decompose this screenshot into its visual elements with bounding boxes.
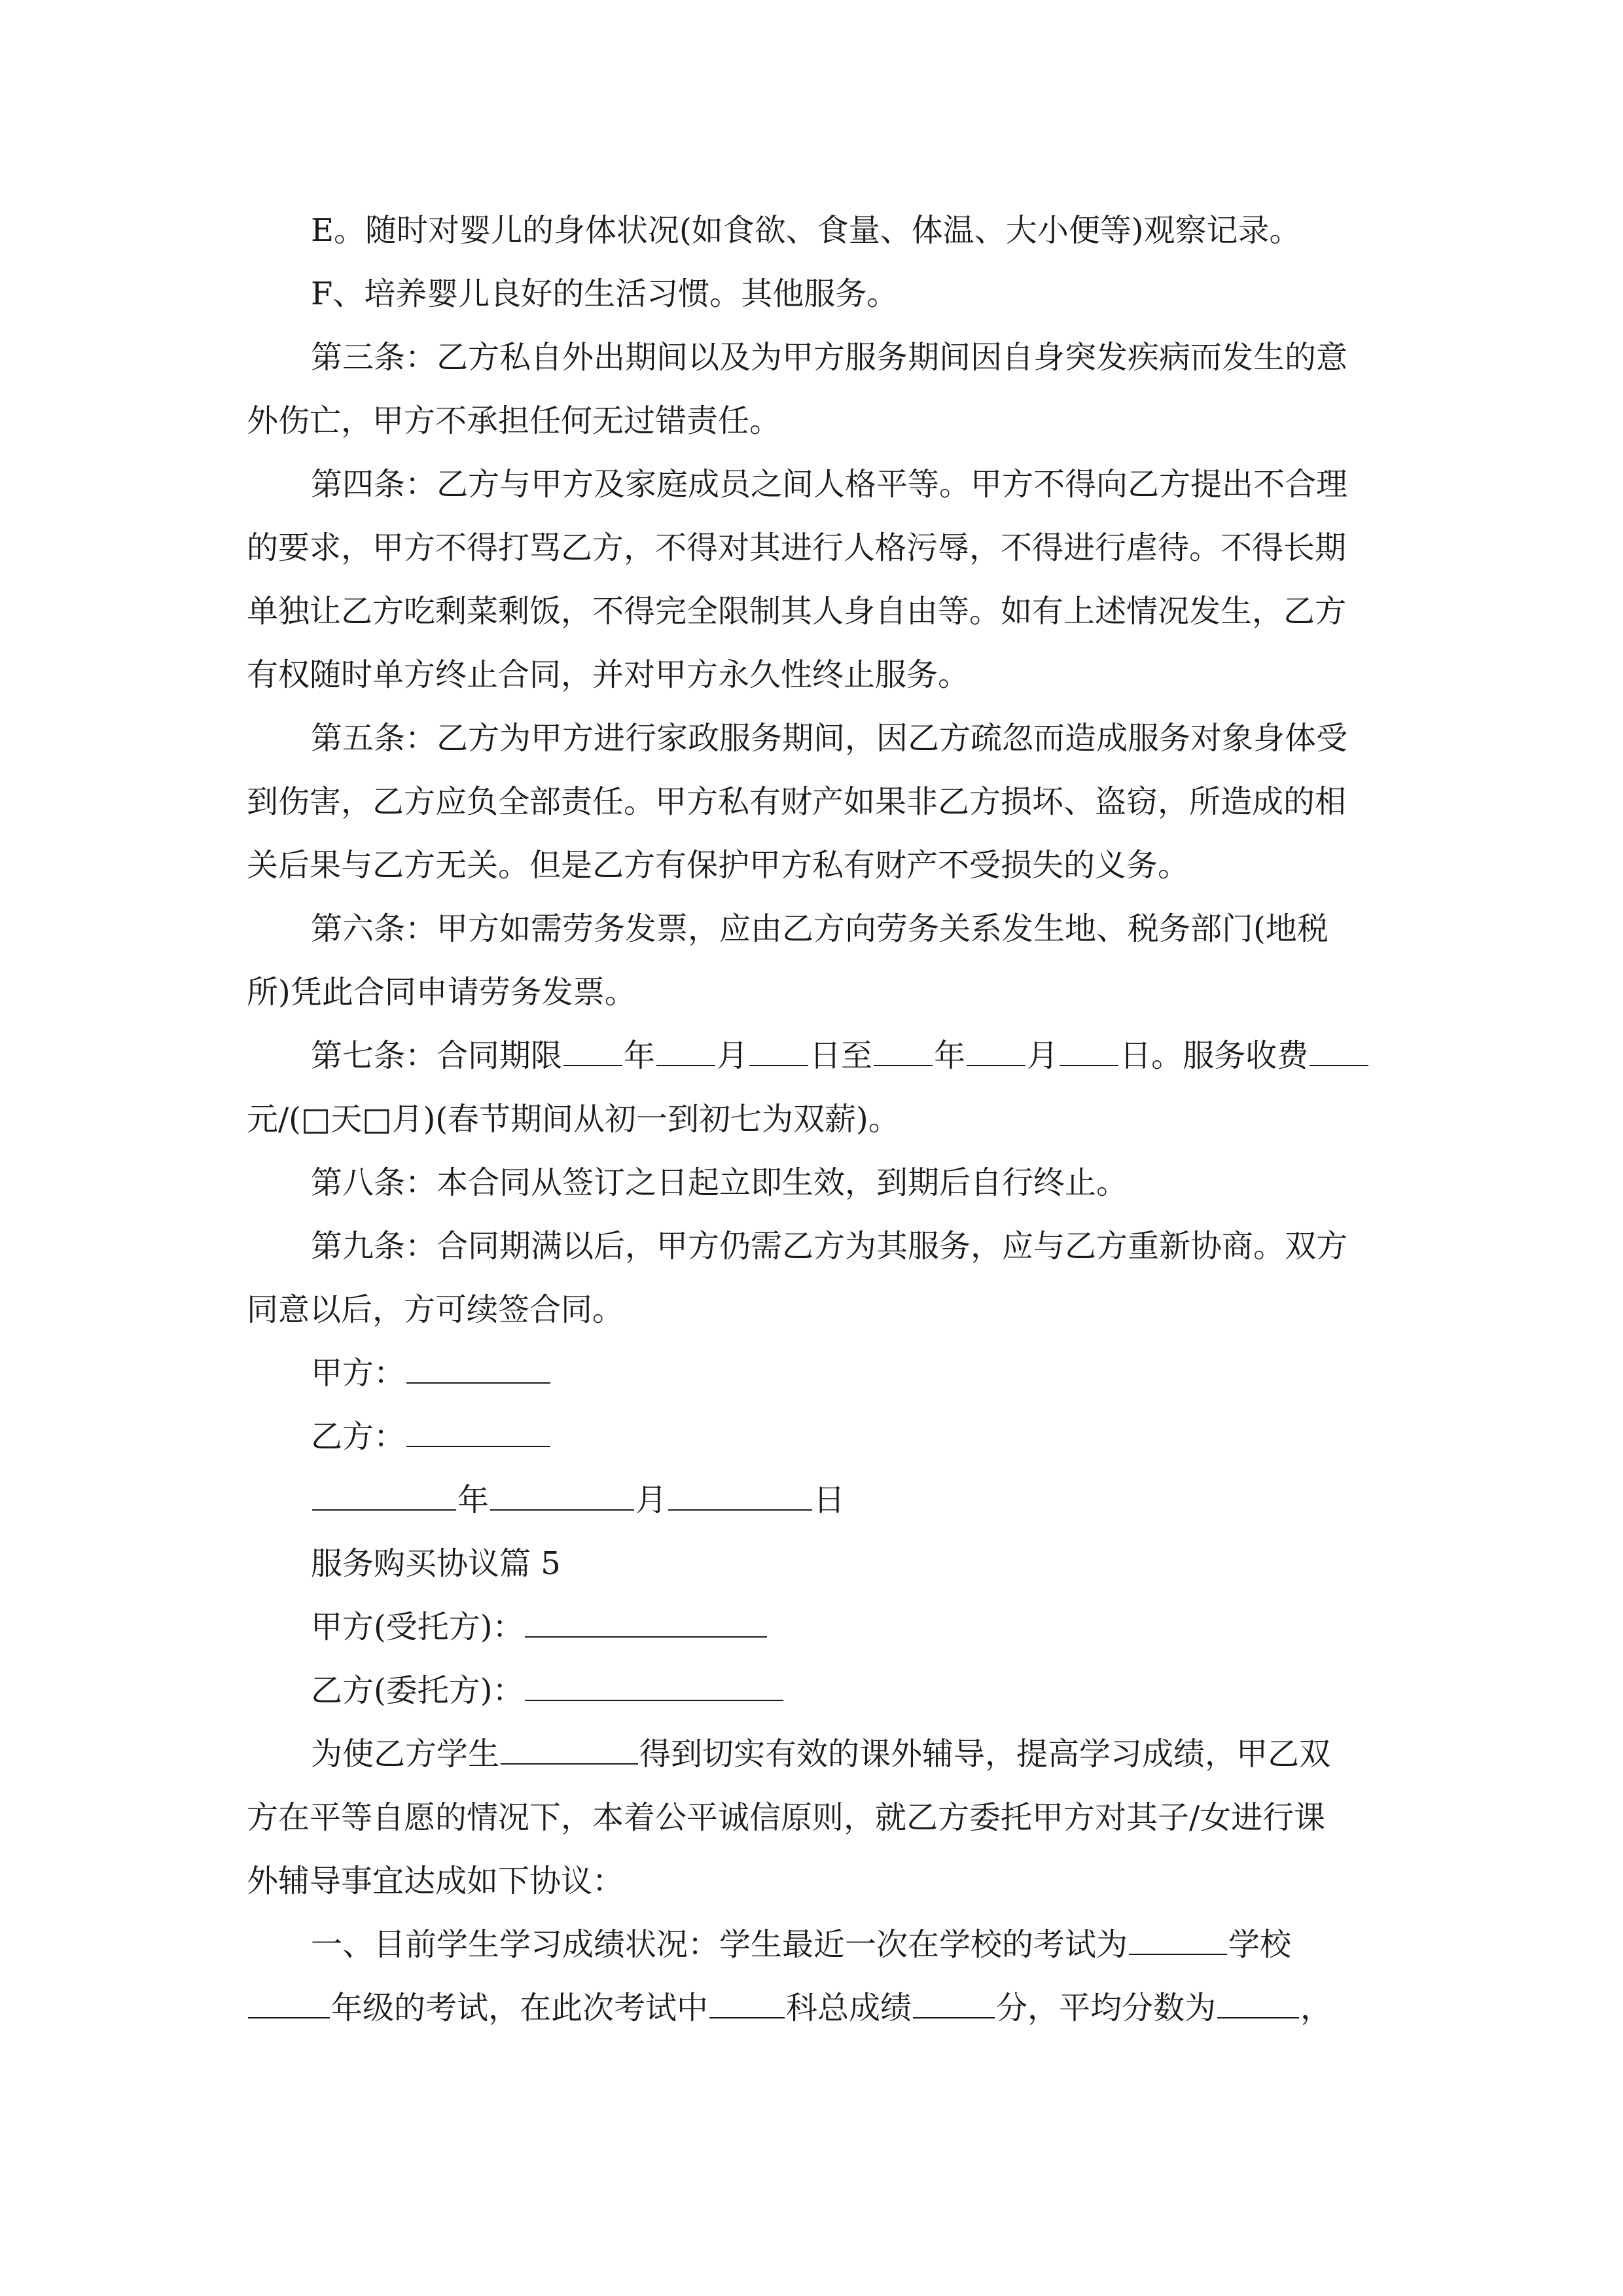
text-line: E。随时对婴儿的身体状况(如食欲、食量、体温、大小便等)观察记录。	[311, 212, 1301, 249]
article-5-line-1: 第五条：乙方为甲方进行家政服务期间，因乙方疏忽而造成服务对象身体受	[311, 720, 1348, 757]
blank-field	[1217, 1988, 1299, 2018]
year-label: 年	[624, 1037, 656, 1074]
article-7-text: 第七条：合同期限	[311, 1037, 563, 1074]
section-title: 服务购买协议篇 5	[311, 1545, 561, 1582]
signature-party-b	[311, 1405, 1378, 1469]
article-4-line-3: 单独让乙方吃剩菜剩饭，不得完全限制其人身自由等。如有上述情况发生，乙方	[247, 593, 1347, 630]
section-1-line-2	[247, 1976, 1378, 2040]
article-3-line-2: 外伤亡，甲方不承担任何无过错责任。	[247, 403, 781, 439]
intro-line-2: 方在平等自愿的情况下，本着公平诚信原则，就乙方委托甲方对其子/女进行课	[247, 1799, 1326, 1836]
blank-field	[709, 1988, 785, 2018]
article-4-line-2: 的要求，甲方不得打骂乙方，不得对其进行人格污辱，不得进行虐待。不得长期	[247, 529, 1347, 566]
blank-field	[913, 1988, 995, 2018]
party-b-line	[311, 1659, 1378, 1723]
blank-field	[1129, 1925, 1227, 1955]
comma: ，	[1300, 1990, 1332, 2026]
article-7-line-1	[311, 1024, 1378, 1088]
year-label: 年	[457, 1482, 490, 1518]
text-line: F、培养婴儿良好的生活习惯。其他服务。	[311, 276, 899, 312]
article-9-line-2: 同意以后，方可续签合同。	[247, 1291, 624, 1328]
party-a-line	[311, 1595, 1378, 1659]
blank-field	[563, 1036, 622, 1066]
article-6-line-1: 第六条：甲方如需劳务发票，应由乙方向劳务关系发生地、税务部门(地税	[311, 910, 1329, 947]
party-b-label: 乙方(委托方)：	[311, 1672, 524, 1709]
intro-line-3: 外辅导事宜达成如下协议：	[247, 1863, 624, 1899]
signature-party-a	[311, 1341, 1378, 1405]
day-label: 日	[813, 1482, 846, 1518]
month-label: 月	[1027, 1037, 1059, 1074]
blank-field	[749, 1036, 808, 1066]
blank-field	[525, 1671, 783, 1701]
article-9-line-1: 第九条：合同期满以后，甲方仍需乙方为其服务，应与乙方重新协商。双方	[311, 1228, 1348, 1265]
blank-field	[967, 1036, 1026, 1066]
party-a-label: 甲方(受托方)：	[311, 1609, 524, 1645]
fee-label: 日。服务收费	[1120, 1037, 1309, 1074]
blank-field	[525, 1607, 767, 1638]
signature-date	[311, 1468, 1378, 1532]
blank-field	[874, 1036, 933, 1066]
blank-field	[656, 1036, 715, 1066]
day-to-label: 日至	[810, 1037, 873, 1074]
blank-field	[501, 1734, 638, 1765]
blank-field	[312, 1480, 456, 1511]
article-7-line-2: 元/(□天□月)(春节期间从初一到初七为双薪)。	[247, 1101, 900, 1138]
article-6-line-2: 所)凭此合同申请劳务发票。	[247, 974, 636, 1011]
party-b-label: 乙方：	[311, 1418, 406, 1455]
month-label: 月	[717, 1037, 749, 1074]
blank-field	[1310, 1036, 1368, 1066]
article-5-line-2: 到伤害，乙方应负全部责任。甲方私有财产如果非乙方损坏、盗窃，所造成的相	[247, 783, 1347, 820]
article-3-line-1: 第三条：乙方私自外出期间以及为甲方服务期间因自身突发疾病而发生的意	[311, 339, 1348, 376]
blank-field	[406, 1354, 550, 1384]
blank-field	[406, 1417, 550, 1447]
intro-text: 得到切实有效的课外辅导，提高学习成绩，甲乙双	[639, 1736, 1331, 1772]
section-1-line-1	[311, 1912, 1378, 1977]
section-1-text: 一、目前学生学习成绩状况：学生最近一次在学校的考试为	[311, 1926, 1128, 1963]
article-4-line-4: 有权随时单方终止合同，并对甲方永久性终止服务。	[247, 656, 970, 693]
school-label: 学校	[1228, 1926, 1292, 1963]
year-label: 年	[934, 1037, 966, 1074]
grade-text: 年级的考试，在此次考试中	[331, 1990, 709, 2026]
blank-field	[490, 1480, 634, 1511]
month-label: 月	[635, 1482, 668, 1518]
average-text: 分，平均分数为	[996, 1990, 1217, 2026]
blank-field	[668, 1480, 812, 1511]
intro-line-1	[311, 1722, 1378, 1786]
article-8-line: 第八条：本合同从签订之日起立即生效，到期后自行终止。	[311, 1164, 1128, 1201]
article-4-line-1: 第四条：乙方与甲方及家庭成员之间人格平等。甲方不得向乙方提出不合理	[311, 466, 1348, 503]
intro-text: 为使乙方学生	[311, 1736, 500, 1772]
blank-field	[1060, 1036, 1118, 1066]
subject-text: 科总成绩	[786, 1990, 912, 2026]
party-a-label: 甲方：	[311, 1355, 406, 1391]
article-5-line-3: 关后果与乙方无关。但是乙方有保护甲方私有财产不受损失的义务。	[247, 847, 1190, 884]
blank-field	[248, 1988, 330, 2018]
